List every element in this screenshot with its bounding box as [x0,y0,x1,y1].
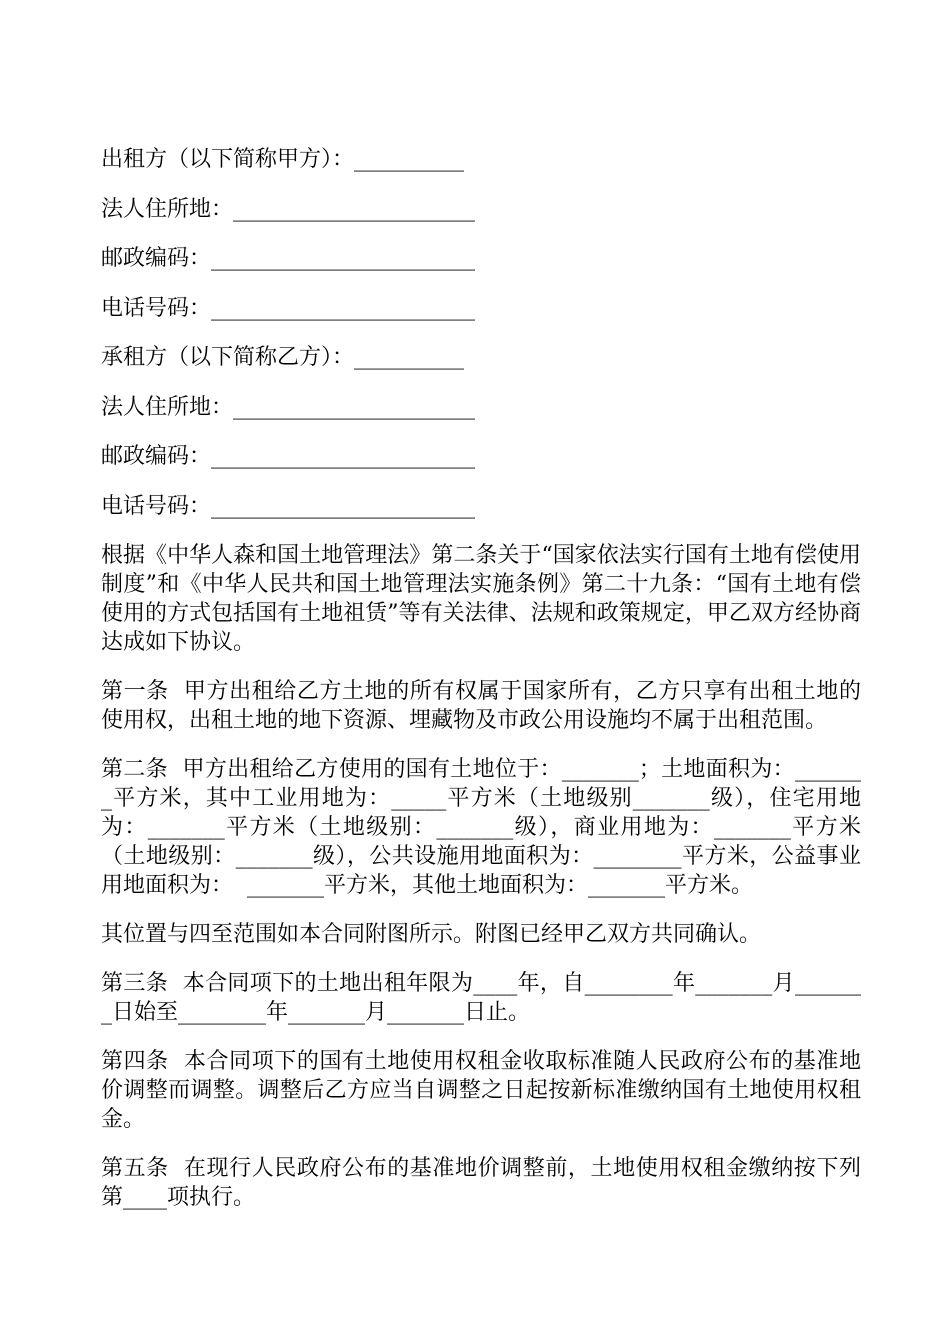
lessor-name-field: 出租方（以下简称甲方）：__________ [101,147,465,172]
article-3: 第三条 本合同项下的土地出租年限为____年，自________年_______月_______日始至________年_______月_______日止。 [101,971,861,1025]
lessee-postcode-field: 邮政编码：________________________ [101,444,476,469]
article-4: 第四条 本合同项下的国有土地使用权租金收取标准随人民政府公布的基准地价调整而调整。调整后乙方应当自调整之日起按新标准缴纳国有土地使用权租金。 [101,1049,861,1132]
lessor-phone-field: 电话号码：________________________ [101,295,476,321]
lessee-phone-field: 电话号码：________________________ [101,493,476,519]
article-5: 第五条 在现行人民政府公布的基准地价调整前，土地使用权租金缴纳按下列第____项执行。 [101,1156,861,1210]
article-1: 第一条 甲方出租给乙方土地的所有权属于国家所有，乙方只享有出租土地的使用权，出租土地的地下资源、埋藏物及市政公用设施均不属于出租范围。 [101,679,861,733]
lessor-postcode-field: 邮政编码：________________________ [101,246,476,271]
lessee-name-field: 承租方（以下简称乙方）：__________ [101,345,465,370]
lessor-address-field: 法人住所地：______________________ [101,196,476,222]
contract-page [101,145,861,1232]
article-2: 第二条 甲方出租给乙方使用的国有土地位于：_______；土地面积为：_______平方米，其中工业用地为：_____平方米（土地级别_______级），住宅用地为：_______平方米（土地级别：_______级），商业用地为：_______平方米（土地级别：_______级），公共设施用地面积为：________平方米，公益事业用地面积为： _______平方米，其他土地面积为：_______平方米。 [101,757,861,898]
location-note: 其位置与四至范围如本合同附图所示。附图已经甲乙双方共同确认。 [101,922,762,947]
lessee-address-field: 法人住所地：______________________ [101,394,476,420]
preamble-paragraph: 根据《中华人森和国土地管理法》第二条关于“国家依法实行国有土地有偿使用制度”和《中华人民共和国土地管理法实施条例》第二十九条：“国有土地有偿使用的方式包括国有土地祖赁”等有关法律、法规和政策规定，甲乙双方经协商达成如下协议。 [101,543,861,655]
